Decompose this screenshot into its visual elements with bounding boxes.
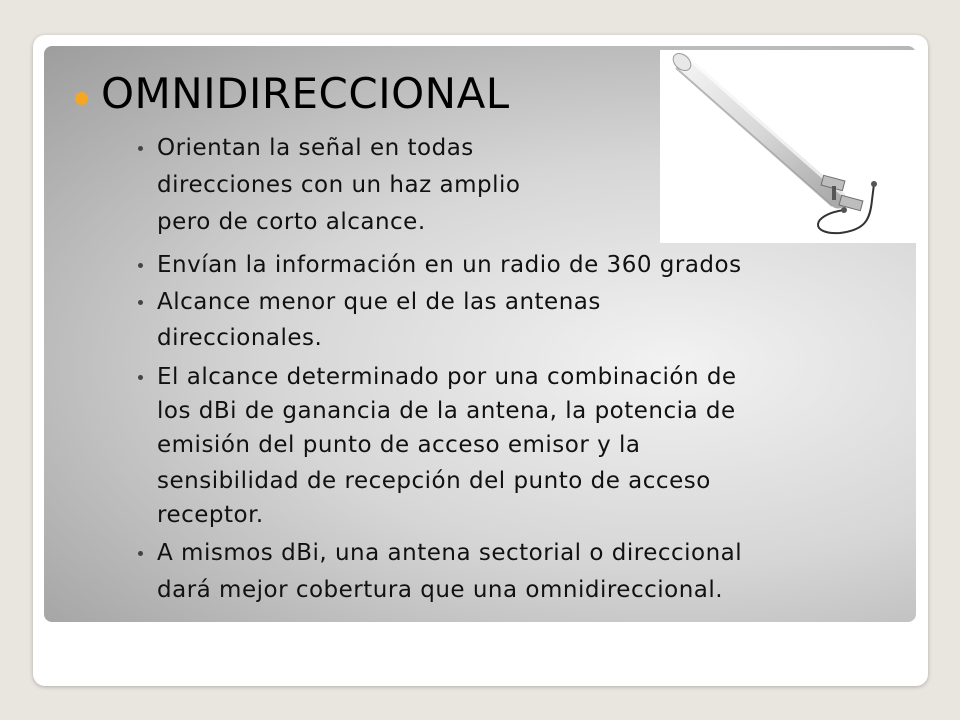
list-item-line: A mismos dBi, una antena sectorial o direccional [157,540,743,566]
list-bullet-icon [138,375,143,380]
list-item-line: direccionales. [157,325,323,351]
list-item-line: Alcance menor que el de las antenas [157,289,601,315]
list-item-line: emisión del punto de acceso emisor y la [157,432,641,458]
list-item-line: El alcance determinado por una combinación de [157,364,737,390]
list-bullet-icon [138,551,143,556]
list-item-line: Envían la información en un radio de 360 grados [157,252,742,278]
list-item-line: Orientan la señal en todas [157,135,474,161]
list-bullet-icon [138,263,143,268]
list-bullet-icon [138,300,143,305]
list-item-line: receptor. [157,502,264,528]
list-item-line: dará mejor cobertura que una omnidireccional. [157,577,724,603]
list-item-line: pero de corto alcance. [157,209,426,235]
antenna-icon [660,50,922,243]
title-bullet-icon [75,92,88,105]
slide-title: OMNIDIRECCIONAL [101,69,510,118]
antenna-image [660,50,922,243]
list-item-line: los dBi de ganancia de la antena, la potencia de [157,398,736,424]
list-item-line: direcciones con un haz amplio [157,172,521,198]
list-bullet-icon [138,146,143,151]
list-item-line: sensibilidad de recepción del punto de acceso [157,468,711,494]
